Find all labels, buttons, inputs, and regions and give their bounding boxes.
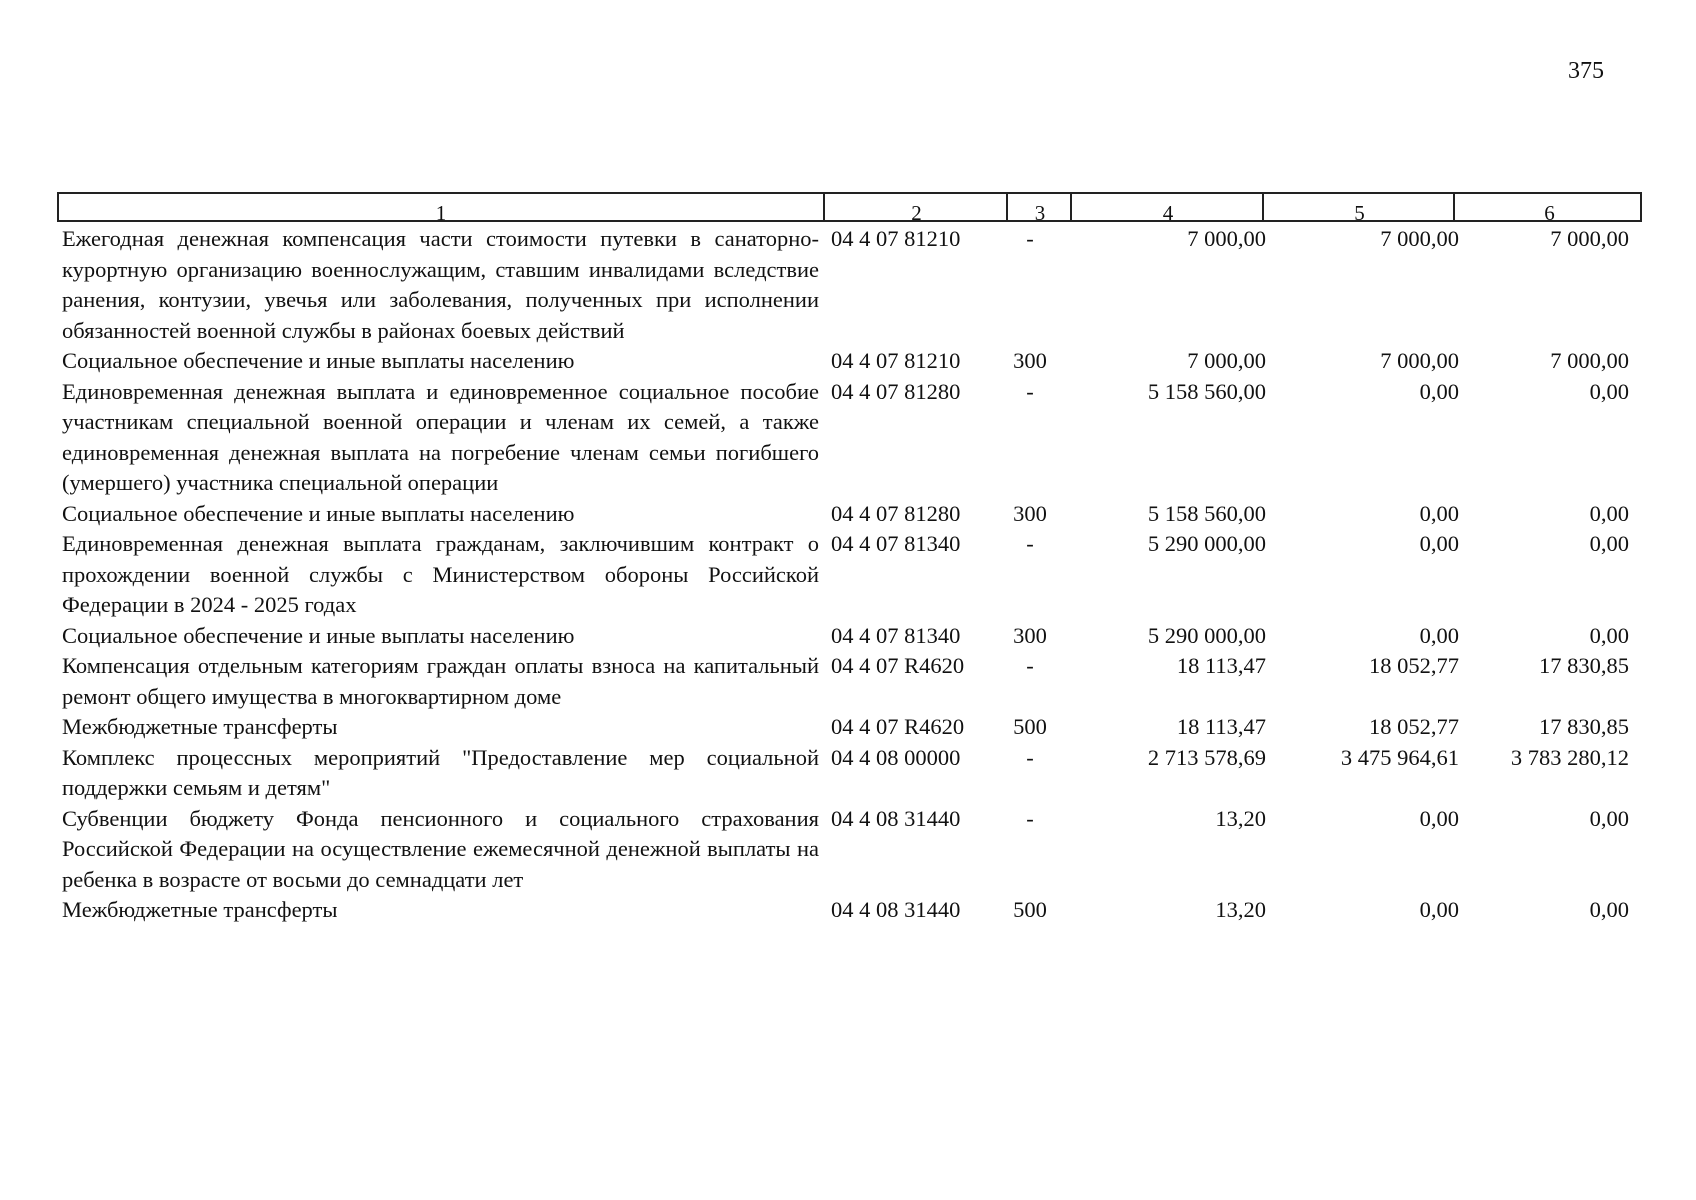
row-type: - — [1026, 805, 1034, 831]
row-amount-col6: 17 830,85 — [1539, 714, 1629, 739]
row-name: Ежегодная денежная компенсация части стоимости путевки в санаторно-курортную организацию военнослужащим, ставшим инвалидами вследствие ранения, контузии, увечья или заболевания, полученных при исполнении обязанностей военной службы в районах боевых действий — [62, 226, 819, 343]
row-name: Социальное обеспечение и иные выплаты населению — [62, 500, 575, 526]
row-amount-col5: 0,00 — [1419, 897, 1459, 922]
budget-table — [57, 192, 1642, 922]
row-amount-col4: 18 113,47 — [1176, 653, 1266, 678]
row-amount-col6: 0,00 — [1589, 378, 1629, 404]
table-header — [57, 192, 1642, 225]
row-amount-col6: 0,00 — [1589, 500, 1629, 526]
table-row — [57, 529, 1642, 621]
row-amount-col4: 7 000,00 — [1187, 226, 1266, 251]
row-type: 300 — [1013, 348, 1047, 373]
row-amount-col6: 7 000,00 — [1550, 348, 1629, 373]
row-code: 04 4 08 00000 — [831, 744, 961, 770]
row-code: 04 4 07 81280 — [831, 378, 961, 404]
row-type: 300 — [1013, 500, 1047, 526]
row-amount-col5: 3 475 964,61 — [1340, 744, 1459, 770]
row-code: 04 4 07 81210 — [831, 348, 961, 373]
row-type: 500 — [1013, 897, 1047, 922]
row-amount-col4: 5 158 560,00 — [1147, 378, 1266, 404]
row-type: - — [1026, 744, 1034, 770]
row-code: 04 4 08 31440 — [831, 897, 961, 922]
row-code: 04 4 07 81210 — [831, 226, 961, 251]
row-name: Комплекс процессных мероприятий "Предоставление мер социальной поддержки семьям и детям" — [62, 744, 819, 800]
table-row — [57, 895, 1642, 926]
table-row — [57, 224, 1642, 346]
row-name: Компенсация отдельным категориям граждан оплаты взноса на капитальный ремонт общего имущества в многоквартирном доме — [62, 653, 819, 709]
table-row — [57, 499, 1642, 530]
row-amount-col4: 5 290 000,00 — [1147, 531, 1266, 556]
row-amount-col6: 0,00 — [1589, 531, 1629, 556]
row-amount-col6: 0,00 — [1589, 805, 1629, 831]
table-body — [57, 224, 1642, 926]
header-col-6: 6 — [1453, 194, 1644, 222]
row-type: 500 — [1013, 714, 1047, 739]
row-amount-col6: 0,00 — [1589, 622, 1629, 648]
row-amount-col6: 0,00 — [1589, 897, 1629, 922]
row-amount-col4: 13,20 — [1215, 805, 1266, 831]
row-name: Социальное обеспечение и иные выплаты населению — [62, 622, 575, 648]
row-name: Межбюджетные трансферты — [62, 714, 338, 739]
row-code: 04 4 07 81340 — [831, 531, 961, 556]
row-type: - — [1026, 226, 1034, 251]
header-col-3: 3 — [1006, 194, 1072, 222]
table-row — [57, 346, 1642, 377]
header-col-1: 1 — [435, 201, 447, 225]
table-row — [57, 651, 1642, 712]
row-amount-col4: 2 713 578,69 — [1147, 744, 1266, 770]
row-amount-col6: 17 830,85 — [1539, 653, 1629, 678]
table-row — [57, 377, 1642, 499]
table-row — [57, 621, 1642, 652]
row-code: 04 4 08 31440 — [831, 805, 961, 831]
header-col-5: 5 — [1262, 194, 1455, 222]
row-amount-col4: 13,20 — [1215, 897, 1266, 922]
header-col-4: 4 — [1070, 194, 1264, 222]
header-col-2: 2 — [823, 194, 1008, 222]
row-name: Единовременная денежная выплата и единовременное социальное пособие участникам специальной военной операции и членам их семей, а также единовременная денежная выплата на погребение членам семьи погибшего (умершего) участника специальной операции — [62, 378, 819, 495]
page-number: 375 — [1568, 58, 1604, 84]
row-type: 300 — [1013, 622, 1047, 648]
row-code: 04 4 07 R4620 — [831, 714, 965, 739]
row-amount-col5: 18 052,77 — [1369, 653, 1459, 678]
row-amount-col6: 3 783 280,12 — [1510, 744, 1629, 770]
row-code: 04 4 07 81280 — [831, 500, 961, 526]
row-amount-col5: 7 000,00 — [1380, 348, 1459, 373]
row-name: Межбюджетные трансферты — [62, 897, 338, 922]
row-amount-col5: 0,00 — [1419, 622, 1459, 648]
row-amount-col5: 0,00 — [1419, 500, 1459, 526]
row-name: Единовременная денежная выплата гражданам, заключившим контракт о прохождении военной службы с Министерством обороны Российской Федерации в 2024 - 2025 годах — [62, 531, 819, 617]
row-type: - — [1026, 653, 1034, 678]
row-type: - — [1026, 531, 1034, 556]
row-amount-col5: 0,00 — [1419, 531, 1459, 556]
row-amount-col6: 7 000,00 — [1550, 226, 1629, 251]
row-amount-col4: 5 290 000,00 — [1147, 622, 1266, 648]
row-amount-col5: 0,00 — [1419, 378, 1459, 404]
row-type: - — [1026, 378, 1034, 404]
row-code: 04 4 07 R4620 — [831, 653, 965, 678]
row-name: Социальное обеспечение и иные выплаты населению — [62, 348, 575, 373]
row-amount-col4: 18 113,47 — [1176, 714, 1266, 739]
row-code: 04 4 07 81340 — [831, 622, 961, 648]
row-amount-col4: 7 000,00 — [1187, 348, 1266, 373]
table-row — [57, 743, 1642, 804]
table-row — [57, 712, 1642, 743]
table-row — [57, 804, 1642, 896]
row-name: Субвенции бюджету Фонда пенсионного и социального страхования Российской Федерации на осуществление ежемесячной денежной выплаты на ребенка в возрасте от восьми до семнадцати лет — [62, 805, 819, 892]
row-amount-col5: 0,00 — [1419, 805, 1459, 831]
row-amount-col4: 5 158 560,00 — [1147, 500, 1266, 526]
row-amount-col5: 18 052,77 — [1369, 714, 1459, 739]
row-amount-col5: 7 000,00 — [1380, 226, 1459, 251]
